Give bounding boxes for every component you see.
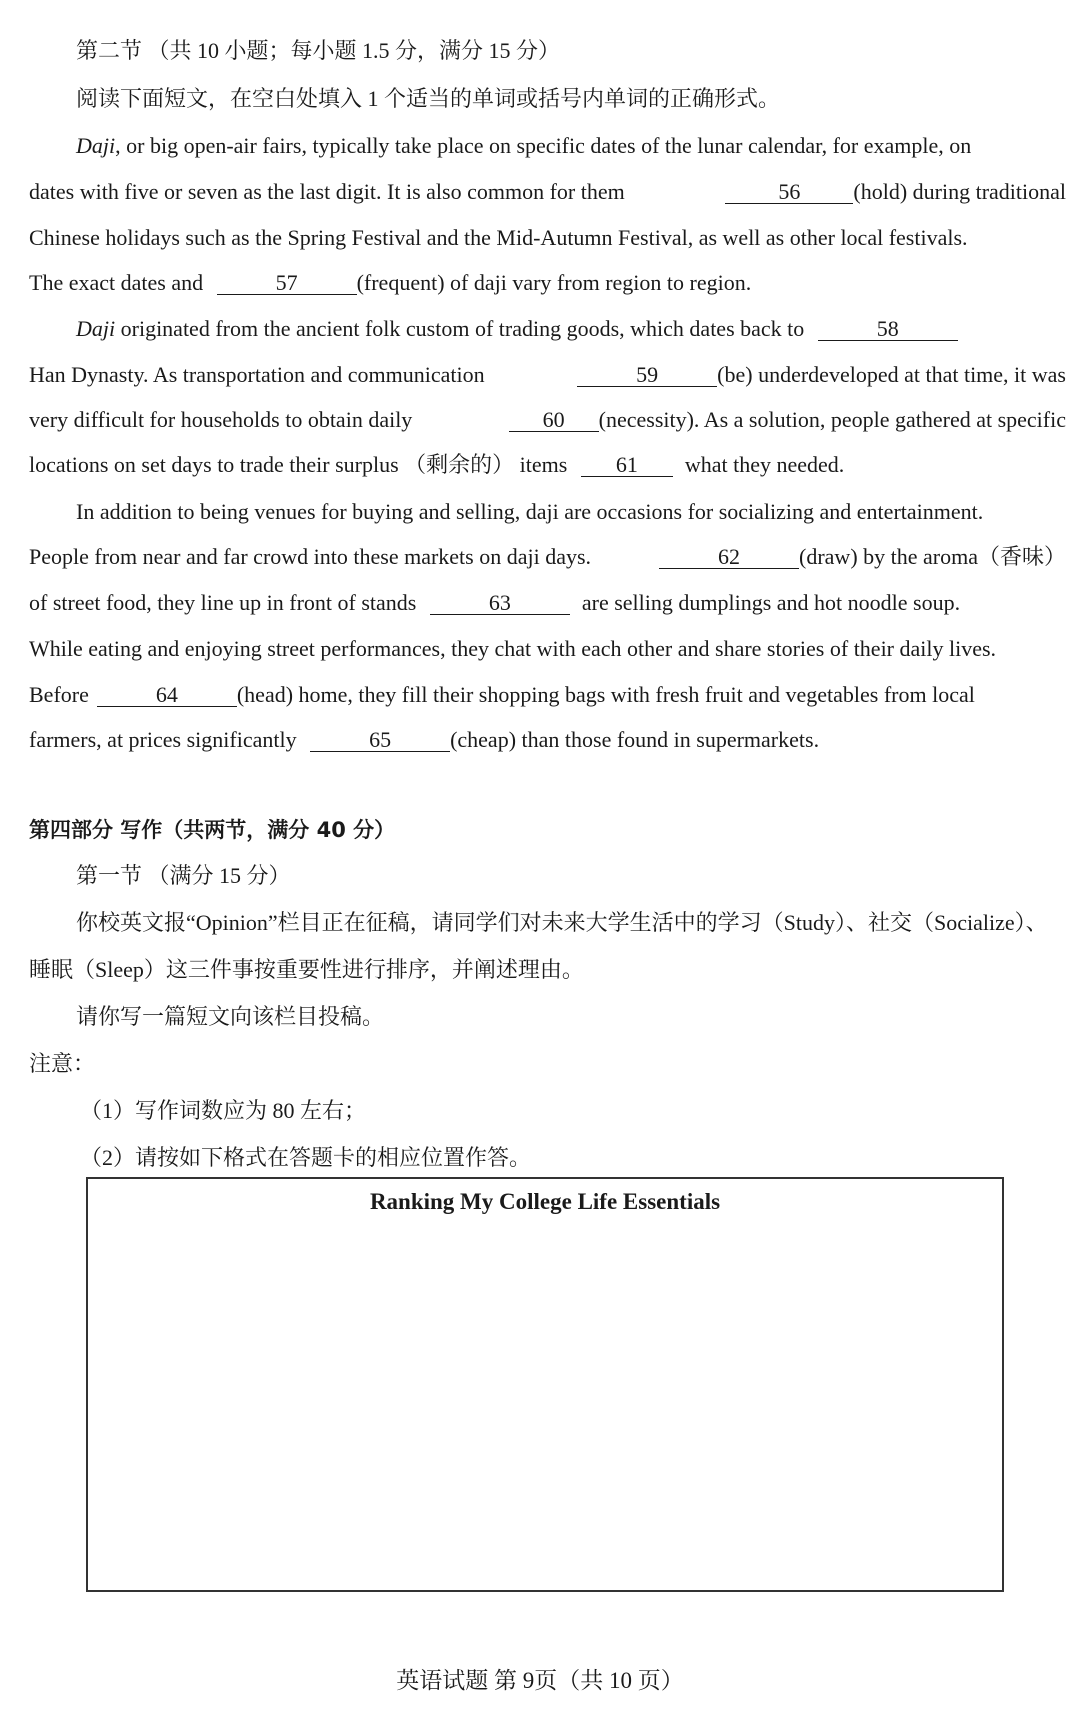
passage-line: [29, 360, 1066, 390]
section-heading: 第一节 （满分 15 分）: [76, 863, 291, 888]
passage-text: In addition to being venues for buying and selling, daji are occasions for socializing and entertainment.: [76, 499, 984, 524]
passage-text: (hold) during traditional: [853, 179, 1066, 204]
passage-line: [29, 634, 1066, 664]
passage-line: [29, 725, 819, 755]
note-item: （2）请按如下格式在答题卡的相应位置作答。: [80, 1145, 532, 1170]
passage-text: (be) underdeveloped at that time, it was: [717, 362, 1066, 387]
section-heading: 第二节 （共 10 小题；每小题 1.5 分，满分 15 分）: [76, 38, 561, 63]
passage-text: farmers, at prices significantly: [29, 727, 297, 752]
answer-blank-62[interactable]: 62: [659, 546, 799, 569]
passage-text: While eating and enjoying street performances, they chat with each other and share stories of their daily lives.: [29, 636, 997, 661]
passage-line: [29, 223, 1066, 253]
passage-line: [29, 405, 1066, 435]
page-footer: 英语试题 第 9页（共 10 页）: [396, 1668, 684, 1693]
passage-text: what they needed.: [684, 452, 845, 477]
passage-line: [29, 450, 844, 480]
passage-line: [29, 588, 960, 618]
italic-term: Daji: [76, 133, 116, 158]
passage-text: Before: [29, 682, 89, 707]
passage-text: of street food, they line up in front of stands: [29, 590, 417, 615]
part-heading: 第四部分 写作（共两节，满分 40 分）: [29, 818, 396, 842]
italic-term: Daji: [76, 316, 116, 341]
passage-text: (draw) by the aroma（香味）: [799, 544, 1066, 569]
answer-blank-65[interactable]: 65: [310, 729, 450, 752]
answer-blank-60[interactable]: 60: [509, 409, 599, 432]
passage-text: , or big open-air fairs, typically take place on specific dates of the lunar calendar, for example, on: [115, 133, 972, 158]
passage-line: [76, 131, 971, 161]
answer-blank-64[interactable]: 64: [97, 684, 237, 707]
passage-line: [29, 268, 751, 298]
passage-text: People from near and far crowd into these markets on daji days.: [29, 544, 592, 569]
passage-text: Han Dynasty. As transportation and communication: [29, 362, 485, 387]
essay-answer-box[interactable]: [86, 1177, 1004, 1592]
answer-blank-56[interactable]: 56: [725, 181, 853, 204]
passage-text: locations on set days to trade their surplus （剩余的） items: [29, 452, 568, 477]
note-label: 注意：: [29, 1051, 96, 1076]
passage-line: [29, 177, 1066, 207]
passage-line: [29, 542, 1066, 572]
passage-text: (head) home, they fill their shopping bags with fresh fruit and vegetables from local: [236, 682, 975, 707]
writing-prompt: 你校英文报“Opinion”栏目正在征稿，请同学们对未来大学生活中的学习（Study）、社交（Socialize）、: [76, 910, 1048, 935]
answer-blank-57[interactable]: 57: [217, 272, 357, 295]
passage-line: [76, 497, 983, 527]
answer-blank-63[interactable]: 63: [430, 592, 570, 615]
passage-line: [29, 680, 1066, 710]
passage-text: (frequent) of daji vary from region to region.: [356, 270, 752, 295]
passage-text: are selling dumplings and hot noodle soup.: [581, 590, 961, 615]
section-instruction: 阅读下面短文，在空白处填入 1 个适当的单词或括号内单词的正确形式。: [76, 86, 781, 111]
note-item: （1）写作词数应为 80 左右；: [80, 1098, 367, 1123]
passage-text: (necessity). As a solution, people gathered at specific: [598, 407, 1066, 432]
answer-blank-58[interactable]: 58: [818, 318, 958, 341]
passage-text: dates with five or seven as the last digit. It is also common for them: [29, 179, 625, 204]
answer-blank-59[interactable]: 59: [577, 364, 717, 387]
answer-blank-61[interactable]: 61: [581, 454, 673, 477]
passage-text: Chinese holidays such as the Spring Festival and the Mid-Autumn Festival, as well as other local festivals.: [29, 225, 968, 250]
writing-prompt: 睡眠（Sleep）这三件事按重要性进行排序，并阐述理由。: [29, 957, 584, 982]
passage-text: originated from the ancient folk custom of trading goods, which dates back to: [115, 316, 805, 341]
passage-line: [76, 314, 958, 344]
essay-title: Ranking My College Life Essentials: [369, 1189, 721, 1214]
passage-text: (cheap) than those found in supermarkets.: [450, 727, 820, 752]
passage-text: The exact dates and: [29, 270, 204, 295]
passage-text: very difficult for households to obtain daily: [29, 407, 413, 432]
writing-prompt: 请你写一篇短文向该栏目投稿。: [76, 1004, 385, 1029]
